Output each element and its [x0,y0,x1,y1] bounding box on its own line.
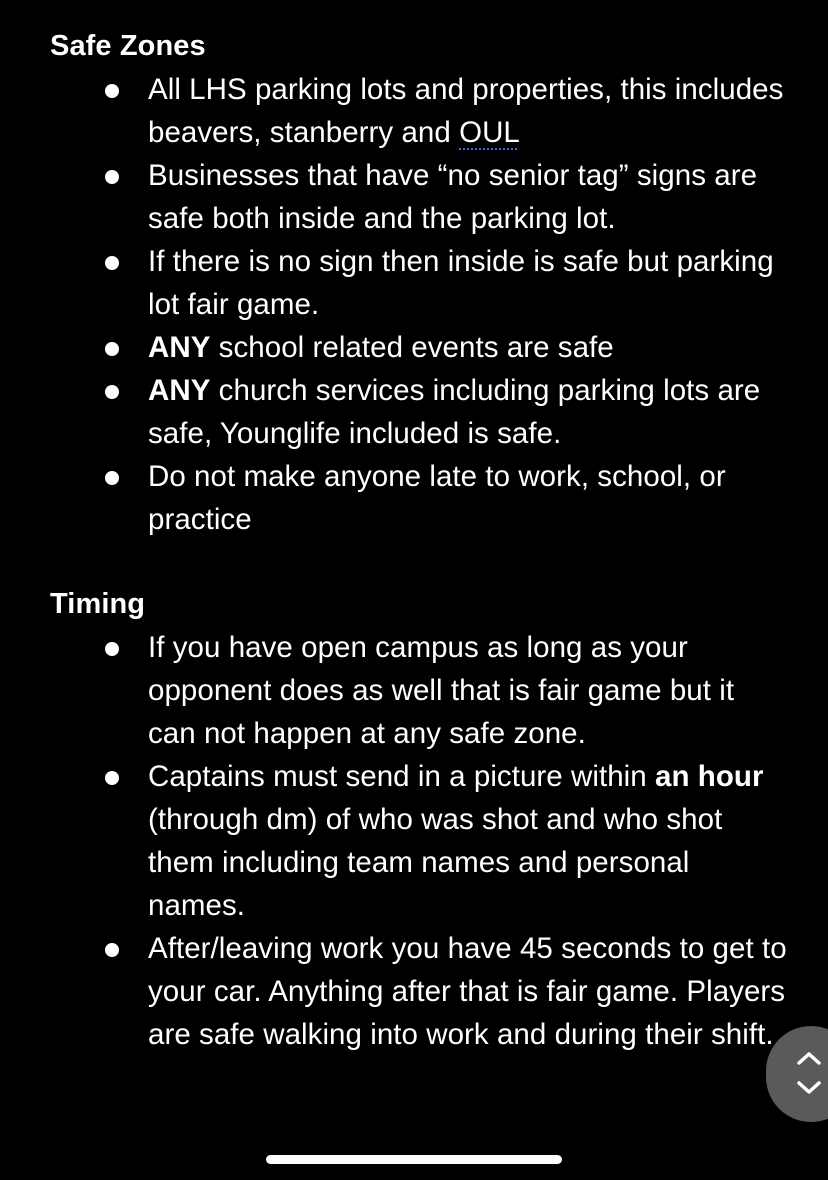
item-text: Businesses that have “no senior tag” signs are safe both inside and the parking lot. [148,159,758,235]
chevron-up-icon[interactable] [794,1046,824,1070]
item-text: Do not make anyone late to work, school, or practice [148,460,726,536]
item-text-underlined: OUL [459,116,520,149]
item-text: All LHS parking lots and properties, this includes beavers, stanberry and [148,73,784,149]
item-text-bold: an hour [654,760,764,793]
bullet-icon [105,642,119,656]
item-text: Captains must send in a picture within [148,760,655,793]
item-text: If you have open campus as long as your opponent does as well that is fair game but it can not happen at any safe zone. [148,631,735,750]
bullet-icon [105,256,119,270]
item-text: (through dm) of who was shot and who shot them including team names and personal names. [148,803,723,922]
safe-zones-list [0,68,828,541]
list-item [0,240,828,326]
bullet-icon [105,84,119,98]
item-text: If there is no sign then inside is safe but parking lot fair game. [148,245,774,321]
list-item [0,755,828,927]
bullet-icon [105,771,119,785]
item-text-bold: ANY [148,331,211,364]
home-indicator[interactable] [266,1155,562,1164]
list-item [0,369,828,455]
section-heading-safe-zones: Safe Zones [50,30,206,62]
item-text: After/leaving work you have 45 seconds to get to your car. Anything after that is fair game. Players are safe walking into work and during their shift. [148,932,787,1051]
item-text: school related events are safe [210,331,614,364]
bullet-icon [105,943,119,957]
list-item [0,626,828,755]
list-item [0,154,828,240]
chevron-down-icon[interactable] [794,1076,824,1100]
section-heading-timing: Timing [50,588,146,620]
list-item [0,455,828,541]
bullet-icon [105,342,119,356]
item-text-bold: ANY [148,374,211,407]
timing-list [0,626,828,1056]
bullet-icon [105,385,119,399]
list-item [0,326,828,369]
bullet-icon [105,471,119,485]
item-text: church services including parking lots are safe, Younglife included is safe. [148,374,761,450]
list-item [0,68,828,154]
bullet-icon [105,170,119,184]
list-item [0,927,828,1056]
